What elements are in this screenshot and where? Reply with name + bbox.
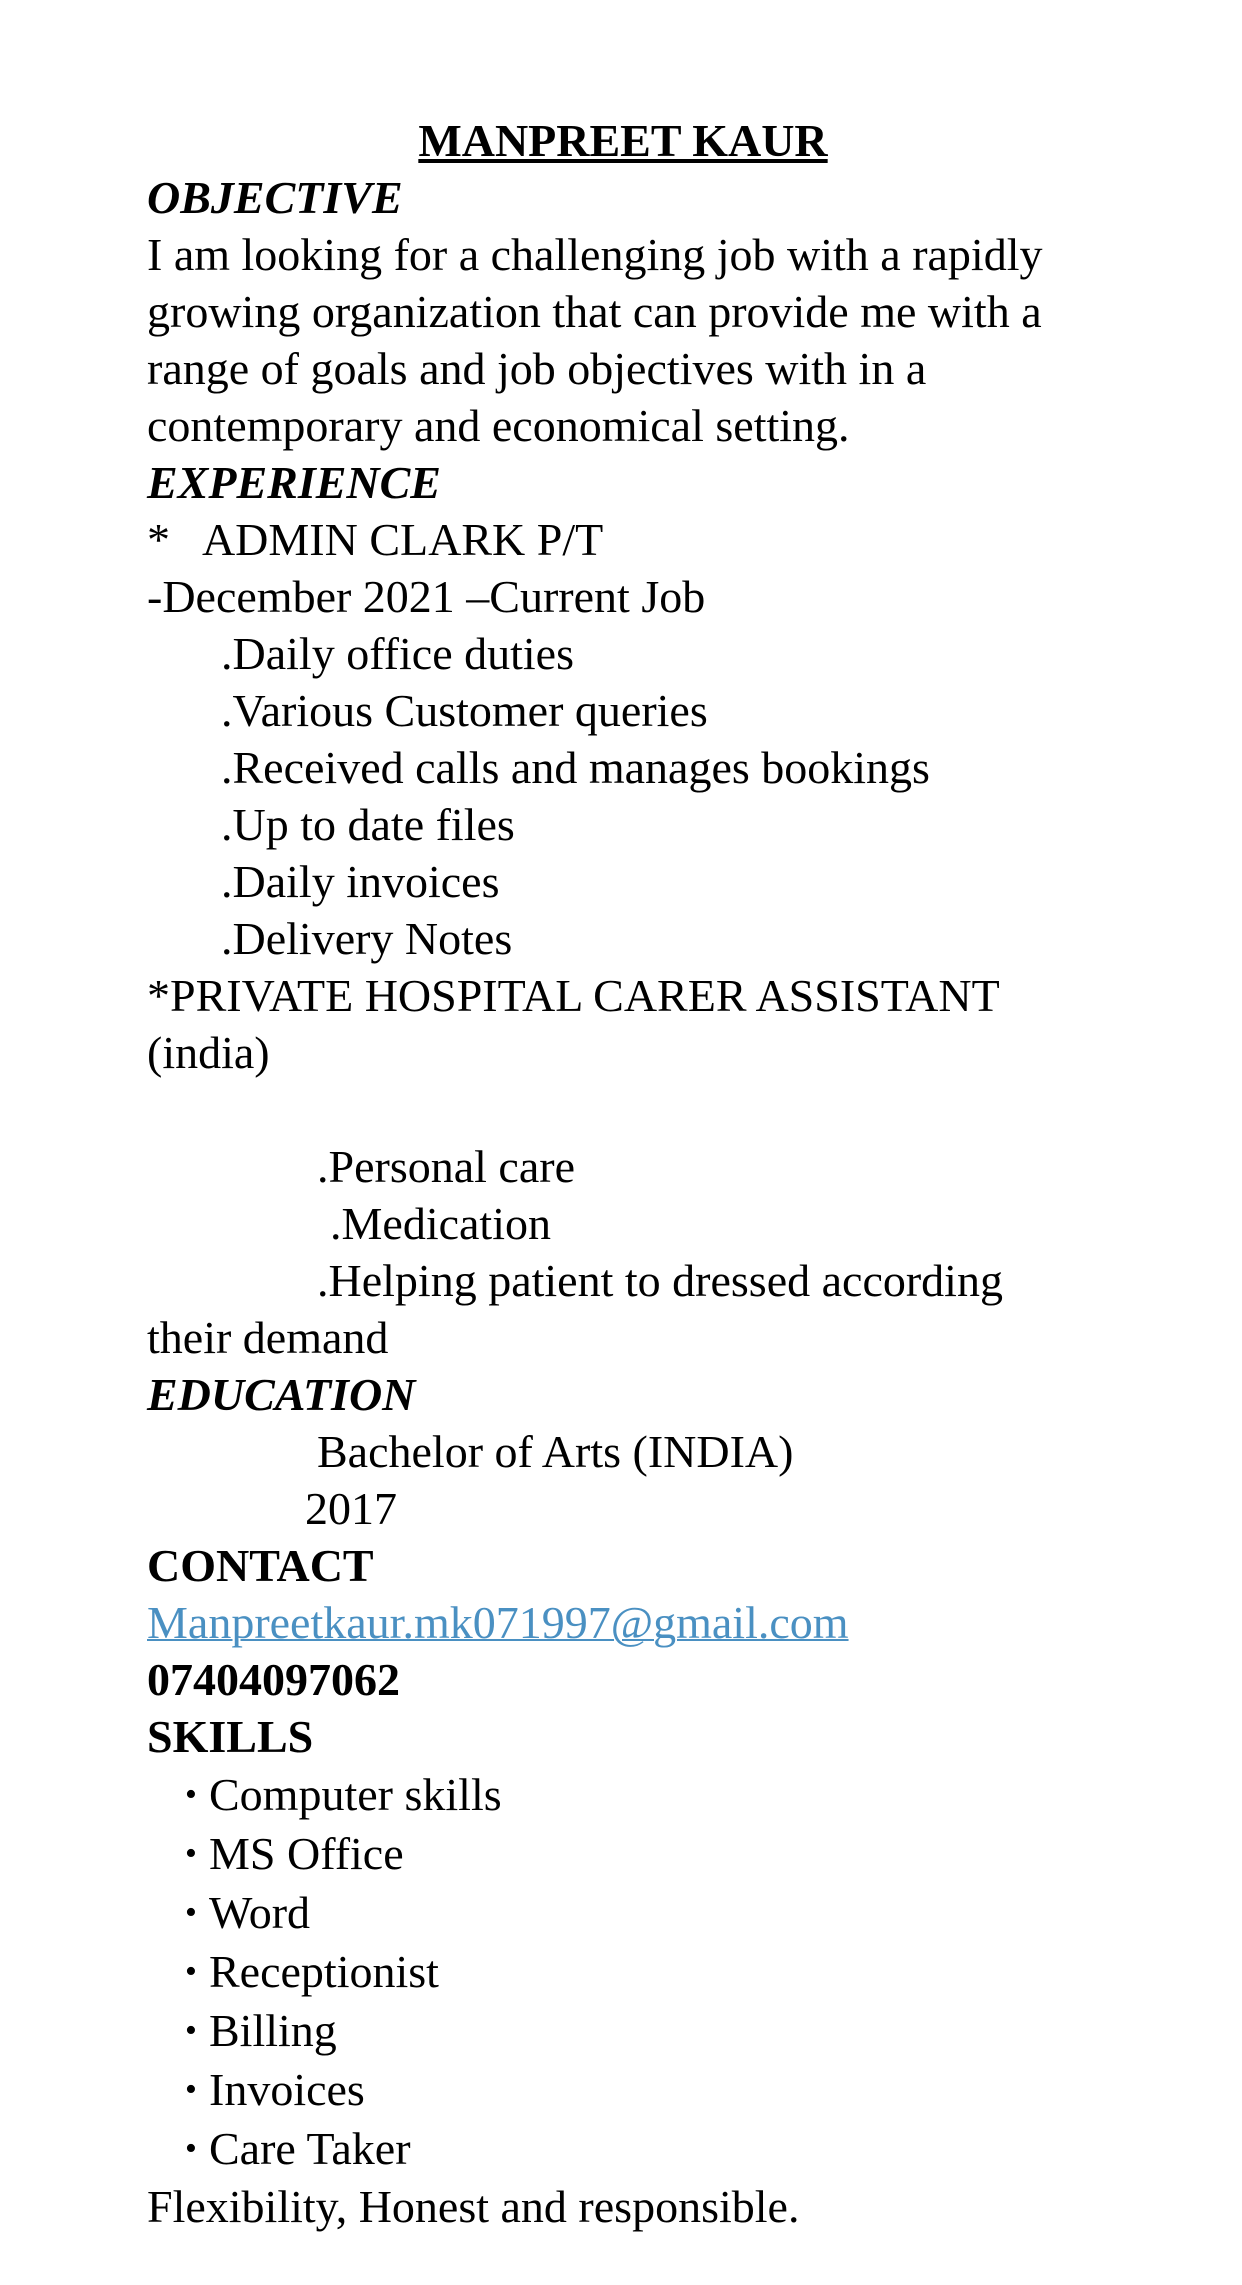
job-period: -December 2021 –Current Job [147, 571, 706, 622]
bullet-icon: • [185, 2130, 197, 2167]
contact-heading: CONTACT [147, 1540, 374, 1591]
list-item [185, 1824, 1127, 1883]
education-degree: Bachelor of Arts (INDIA) [317, 1426, 794, 1477]
objective-line: contemporary and economical setting. [147, 400, 850, 451]
skill-label: Invoices [209, 2064, 365, 2115]
bullet-icon: • [185, 1894, 197, 1931]
job-duty: .Up to date files [221, 799, 515, 850]
skill-label: MS Office [209, 1828, 404, 1879]
list-item [185, 1942, 1127, 2001]
blank-line [147, 1081, 1127, 1138]
skill-label: Billing [209, 2005, 337, 2056]
objective-heading: OBJECTIVE [147, 172, 403, 223]
skill-label: Word [209, 1887, 311, 1938]
skills-list [147, 1765, 1127, 2178]
objective-line: growing organization that can provide me with a [147, 286, 1042, 337]
education-heading: EDUCATION [147, 1369, 416, 1420]
skill-label: Receptionist [209, 1946, 439, 1997]
objective-line: range of goals and job objectives with in a [147, 343, 927, 394]
phone-number: 07404097062 [147, 1654, 400, 1705]
skills-closing: Flexibility, Honest and responsible. [147, 2181, 800, 2232]
job-duty: .Medication [330, 1198, 551, 1249]
job-duty: .Delivery Notes [221, 913, 513, 964]
job-duty: .Daily invoices [221, 856, 500, 907]
list-item [185, 2001, 1127, 2060]
email-link[interactable]: Manpreetkaur.mk071997@gmail.com [147, 1597, 849, 1648]
education-year: 2017 [305, 1483, 397, 1534]
resume-document [147, 112, 1127, 2235]
job-duty: .Personal care [317, 1141, 575, 1192]
job-duty-continuation: their demand [147, 1312, 389, 1363]
list-item [185, 1765, 1127, 1824]
job-duty: .Received calls and manages bookings [221, 742, 930, 793]
skill-label: Computer skills [209, 1769, 502, 1820]
job-duty: .Various Customer queries [221, 685, 708, 736]
job-title: *PRIVATE HOSPITAL CARER ASSISTANT [147, 970, 1000, 1021]
bullet-icon: • [185, 1953, 197, 1990]
job-duty: .Helping patient to dressed according [317, 1255, 1003, 1306]
job-title-continuation: (india) [147, 1027, 270, 1078]
resume-name: MANPREET KAUR [418, 115, 828, 166]
job-title: * ADMIN CLARK P/T [147, 514, 604, 565]
list-item [185, 2060, 1127, 2119]
list-item [185, 2119, 1127, 2178]
list-item [185, 1883, 1127, 1942]
skills-heading: SKILLS [147, 1711, 314, 1762]
experience-heading: EXPERIENCE [147, 457, 441, 508]
bullet-icon: • [185, 1776, 197, 1813]
job-duty: .Daily office duties [221, 628, 574, 679]
bullet-icon: • [185, 2071, 197, 2108]
bullet-icon: • [185, 2012, 197, 2049]
skill-label: Care Taker [209, 2123, 411, 2174]
objective-line: I am looking for a challenging job with a rapidly [147, 229, 1043, 280]
bullet-icon: • [185, 1835, 197, 1872]
